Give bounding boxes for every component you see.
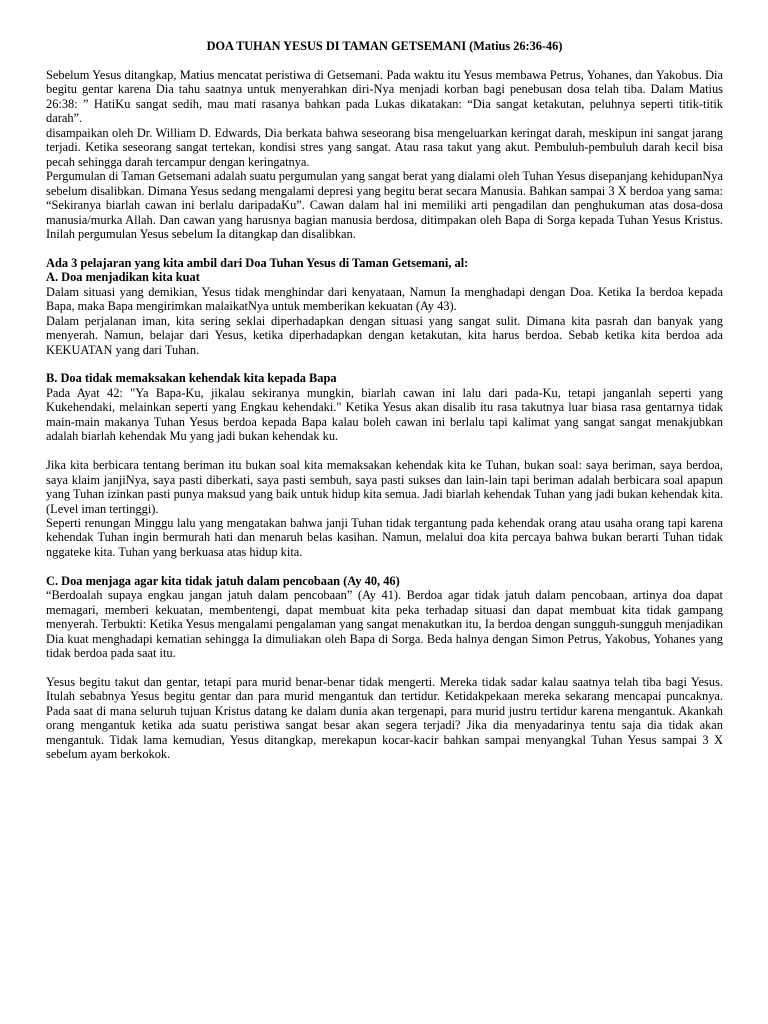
lessons-lead: Ada 3 pelajaran yang kita ambil dari Doa Tuhan Yesus di Taman Getsemani, al: — [46, 255, 469, 270]
intro-paragraph-2: disampaikan oleh Dr. William D. Edwards, Dia berkata bahwa seseorang bisa mengeluarkan keringat darah, meskipun ini sangat jarang terjadi. Ketika seseorang sangat tertekan, kondisi stres yang sangat. Atau rasa takut yang akut. Pembuluh-pembuluh darah kecil bisa pecah sehingga darah tercampur dengan keringatnya. — [46, 125, 723, 169]
spacer — [46, 444, 723, 458]
section-b-paragraph-1: Pada Ayat 42: "Ya Bapa-Ku, jikalau sekiranya mungkin, biarlah cawan ini lalu dari pada-Ku, tetapi janganlah seperti yang Kukehendaki, melainkan seperti yang Engkau kehendaki." Ketika Yesus akan disalib itu rasa takutnya luar biasa rasa gentarnya tidak main-main makanya Tuhan Yesus berdoa kepada Bapa kalau boleh cawan ini berlalu tapi kalimat yang sangat sangat menakjubkan adalah biarlah kehendak Mu yang jadi bukan kehendak ku. — [46, 385, 723, 444]
section-c-paragraph-2: Yesus begitu takut dan gentar, tetapi para murid benar-benar tidak mengerti. Mereka tidak sadar kalau saatnya telah tiba bagi Yesus. Itulah sebabnya Yesus begitu gentar dan para murid mengantuk dan tertidur. Ketidakpekaan mereka sekarang mencapai puncaknya. Pada saat di mana seluruh tujuan Kristus datang ke dalam dunia akan tergenapi, para murid justru tertidur karena mengantuk. Akankah orang mengantuk ketika ada suatu peristiwa sangat besar akan segera terjadi? Jika dia menyadarinya tentu saja dia tidak akan mengantuk. Tidak lama kemudian, Yesus ditangkap, merekapun kocar-kacir bahkan sampai menyangkal Tuhan Yesus sampai 3 X sebelum ayam berkokok. — [46, 674, 723, 762]
intro-paragraph-1: Sebelum Yesus ditangkap, Matius mencatat peristiwa di Getsemani. Pada waktu itu Yesus membawa Petrus, Yohanes, dan Yakobus. Dia begitu gentar karena Dia tahu saatnya untuk menyerahkan diri-Nya menjadi korban bagi penebusan dosa telah tiba. Dalam Matius 26:38: ” HatiKu sangat sedih, mau mati rasanya bahkan pada Lukas dikatakan: “Dia sangat ketakutan, peluhnya seperti titik-titik darah”. — [46, 68, 723, 126]
spacer — [46, 241, 723, 255]
document-title: DOA TUHAN YESUS DI TAMAN GETSEMANI (Matius 26:36-46) — [206, 39, 563, 53]
section-a-heading: A. Doa menjadikan kita kuat — [46, 270, 200, 285]
spacer — [46, 357, 723, 371]
section-b-paragraph-3: Seperti renungan Minggu lalu yang mengatakan bahwa janji Tuhan tidak tergantung pada kehendak orang atau usaha orang tapi karena kehendak Tuhan ingin bermurah hati dan menaruh belas kasihan. Namun, melalui doa kita percaya bahwa bukan berarti Tuhan tidak nggateke kita. Tuhan yang berkuasa atas hidup kita. — [46, 516, 723, 559]
section-c-heading: C. Doa menjaga agar kita tidak jatuh dalam pencobaan (Ay 40, 46) — [46, 573, 400, 588]
section-b-paragraph-2: Jika kita berbicara tentang beriman itu bukan soal kita memaksakan kehendak kita ke Tuhan, bukan soal: saya beriman, saya berdoa, saya klaim janjiNya, saya pasti diberkati, saya pasti sembuh, saya pasti sukses dan lain-lain tapi beriman adalah berbicara soal apapun yang Tuhan izinkan pasti punya maksud yang baik untuk hidup kita semua. Jadi biarlah kehendak Tuhan yang jadi bukan kehendak kita. (Level iman tertinggi). — [46, 458, 723, 516]
document-page — [46, 38, 723, 762]
section-b-heading: B. Doa tidak memaksakan kehendak kita kepada Bapa — [46, 371, 337, 386]
section-c-paragraph-1: “Berdoalah supaya engkau jangan jatuh dalam pencobaan” (Ay 41). Berdoa agar tidak jatuh dalam pencobaan, artinya doa dapat memagari, memberi kekuatan, membentengi, dapat membuat kita peka terhadap situasi dan dapat membuat kita tidak gampang menyerah. Terbukti: Ketika Yesus mengalami pengalaman yang sangat menakutkan itu, Ia berdoa dengan sungguh-sungguh menjadikan Dia kuat menghadapi kematian sehingga Ia dimuliakan oleh Bapa di Sorga. Beda halnya dengan Simon Petrus, Yakobus, Yohanes yang tidak berdoa pada saat itu. — [46, 588, 723, 661]
spacer — [46, 661, 723, 675]
intro-paragraph-3: Pergumulan di Taman Getsemani adalah suatu pergumulan yang sangat berat yang dialami oleh Tuhan Yesus disepanjang kehidupanNya sebelum disalibkan. Dimana Yesus sedang mengalami depresi yang begitu berat secara Manusia. Bahkan sampai 3 X berdoa yang sama: “Sekiranya biarlah cawan ini berlalu daripadaKu”. Cawan dalam hal ini memiliki arti pengadilan dan penghukuman atas dosa-dosa manusia/murka Allah. Dan cawan yang harusnya bagian manusia berdosa, ditimpakan oleh Bapa di Sorga kepada Tuhan Yesus Kristus. Inilah pergumulan Yesus sebelum Ia ditangkap dan disalibkan. — [46, 169, 723, 241]
section-a-paragraph-2: Dalam perjalanan iman, kita sering seklai diperhadapkan dengan situasi yang sangat sulit. Dimana kita pasrah dan banyak yang menyerah. Namun, belajar dari Yesus, ketika diperhadapkan dengan ketakutan, kita harus berdoa. Sebab ketika kita berdoa ada KEKUATAN yang dari Tuhan. — [46, 313, 723, 357]
section-a-paragraph-1: Dalam situasi yang demikian, Yesus tidak menghindar dari kenyataan, Namun Ia menghadapi dengan Doa. Ketika Ia berdoa kepada Bapa, maka Bapa mengirimkan malaikatNya untuk memberikan kekuatan (Ay 43). — [46, 284, 723, 314]
spacer — [46, 559, 723, 573]
